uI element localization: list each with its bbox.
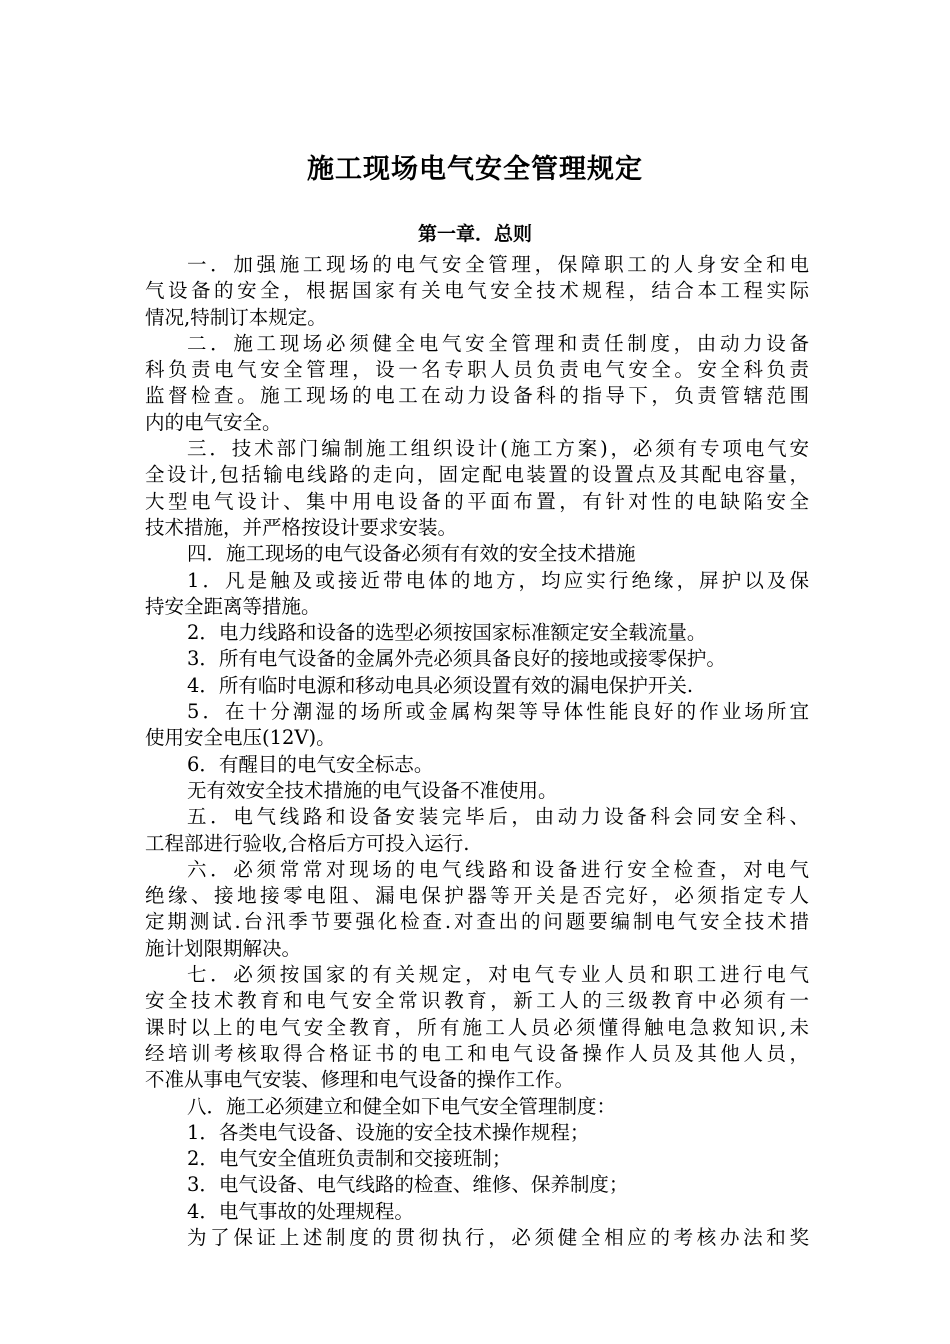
paragraph-line: 科负责电气安全管理，设一名专职人员负责电气安全。安全科负责: [145, 358, 809, 382]
paragraph-line: 4．所有临时电源和移动电具必须设置有效的漏电保护开关.: [187, 673, 694, 697]
paragraph-line: 经培训考核取得合格证书的电工和电气设备操作人员及其他人员，: [145, 1041, 809, 1065]
paragraph-line: 持安全距离等措施。: [145, 594, 321, 618]
paragraph-line: 一．加强施工现场的电气安全管理，保障职工的人身安全和电: [187, 253, 809, 276]
paragraph-line: 监督检查。施工现场的电工在动力设备科的指导下，负责管辖范围: [145, 384, 809, 408]
document-title: 施工现场电气安全管理规定: [307, 154, 643, 185]
paragraph-line: 不准从事电气安装、修理和电气设备的操作工作。: [145, 1068, 575, 1092]
paragraph-line: 全设计,包括输电线路的走向，固定配电装置的设置点及其配电容量，: [145, 463, 809, 487]
paragraph-line: 三．技术部门编制施工组织设计(施工方案)，必须有专项电气安: [187, 437, 809, 461]
paragraph-line: 施计划限期解决。: [145, 936, 302, 960]
paragraph-line: 3．电气设备、电气线路的检查、维修、保养制度；: [187, 1173, 629, 1197]
paragraph-line: 大型电气设计、集中用电设备的平面布置，有针对性的电缺陷安全: [145, 489, 809, 513]
paragraph-line: 七．必须按国家的有关规定，对电气专业人员和职工进行电气: [187, 963, 809, 987]
paragraph-line: 八．施工必须建立和健全如下电气安全管理制度：: [187, 1094, 617, 1118]
paragraph-line: 情况,特制订本规定。: [145, 305, 327, 329]
paragraph-line: 四．施工现场的电气设备必须有有效的安全技术措施: [187, 542, 636, 566]
paragraph-line: 气设备的安全，根据国家有关电气安全技术规程，结合本工程实际: [145, 279, 809, 303]
paragraph-line: 4．电气事故的处理规程。: [187, 1199, 414, 1223]
paragraph-line: 无有效安全技术措施的电气设备不准使用。: [187, 778, 558, 802]
paragraph-line: 五．电气线路和设备安装完毕后，由动力设备科会同安全科、: [187, 805, 809, 829]
paragraph-line: 安全技术教育和电气安全常识教育，新工人的三级教育中必须有一: [145, 989, 809, 1013]
paragraph-line: 绝缘、接地接零电阻、漏电保护器等开关是否完好，必须指定专人: [145, 884, 809, 908]
chapter-heading: 第一章．总则: [417, 223, 532, 245]
paragraph-line: 6．有醒目的电气安全标志。: [187, 752, 434, 776]
paragraph-line: 课时以上的电气安全教育，所有施工人员必须懂得触电急救知识,未: [145, 1015, 809, 1039]
paragraph-line: 3．所有电气设备的金属外壳必须具备良好的接地或接零保护。: [187, 647, 726, 671]
paragraph-line: 工程部进行验收,合格后方可投入运行.: [145, 831, 470, 855]
paragraph-line: 二．施工现场必须健全电气安全管理和责任制度，由动力设备: [187, 331, 809, 355]
paragraph-line: 2．电气安全值班负责制和交接班制；: [187, 1147, 512, 1171]
paragraph-line: 1．凡是触及或接近带电体的地方，均应实行绝缘，屏护以及保: [187, 568, 809, 592]
paragraph-line: 使用安全电压(12V)。: [145, 726, 336, 750]
paragraph-line: 六．必须常常对现场的电气线路和设备进行安全检查，对电气: [187, 857, 809, 881]
paragraph-line: 技术措施，并严格按设计要求安装。: [145, 515, 458, 539]
paragraph-line: 内的电气安全。: [145, 410, 282, 434]
document-body: [145, 252, 809, 1251]
paragraph-line: 2．电力线路和设备的选型必须按国家标准额定安全载流量。: [187, 621, 707, 645]
paragraph-line: 1．各类电气设备、设施的安全技术操作规程；: [187, 1120, 590, 1144]
paragraph-line: 为了保证上述制度的贯彻执行，必须健全相应的考核办法和奖: [187, 1225, 809, 1249]
paragraph-line: 定期测试.台汛季节要强化检查.对查出的问题要编制电气安全技术措: [145, 910, 809, 934]
paragraph-line: 5．在十分潮湿的场所或金属构架等导体性能良好的作业场所宜: [187, 700, 809, 724]
